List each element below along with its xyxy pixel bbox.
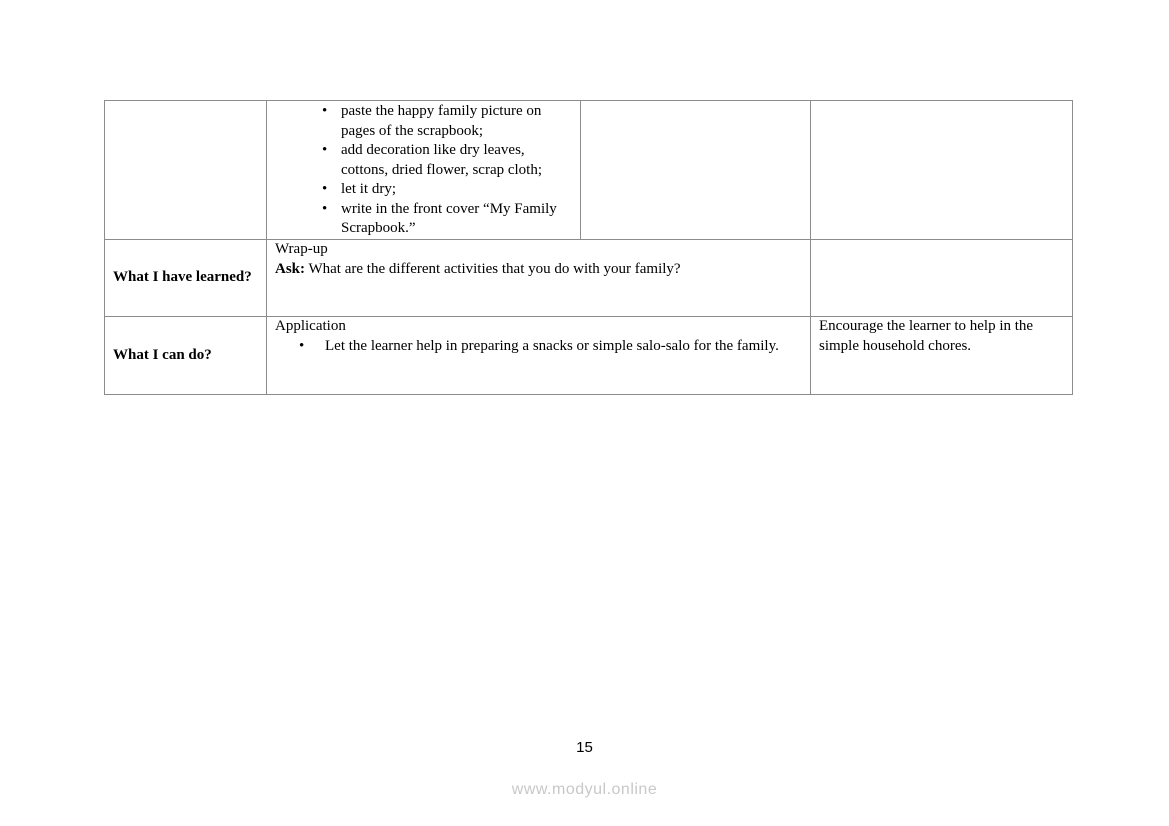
steps-list	[267, 102, 580, 239]
row-label-learned: What I have learned?	[105, 240, 267, 317]
table-row	[105, 317, 1073, 395]
list-item: • paste the happy family picture on pages of the scrapbook;	[341, 102, 570, 141]
application-list	[275, 337, 802, 357]
ask-label: Ask:	[275, 260, 306, 277]
list-item: • write in the front cover “My Family Scrapbook.”	[341, 200, 570, 239]
list-item: • let it dry;	[341, 180, 570, 200]
empty-label-cell	[105, 101, 267, 240]
empty-notes-cell	[811, 240, 1073, 317]
page-number: 15	[576, 739, 593, 756]
list-item: • add decoration like dry leaves, cottons, dried flower, scrap cloth;	[341, 141, 570, 180]
empty-cell	[581, 101, 811, 240]
lesson-table	[104, 100, 1073, 395]
application-heading: Application	[275, 318, 346, 334]
empty-notes-cell	[811, 101, 1073, 240]
row-label-can-do: What I can do?	[105, 317, 267, 395]
wrap-up-heading: Wrap-up	[275, 241, 328, 257]
table-row	[105, 101, 1073, 240]
application-cell	[267, 317, 811, 395]
wrap-up-cell	[267, 240, 811, 317]
watermark: www.modyul.online	[511, 781, 658, 798]
ask-text: What are the different activities that you do with your family?	[305, 260, 681, 277]
list-item: • Let the learner help in preparing a snacks or simple salo-salo for the family.	[325, 337, 782, 357]
notes-cell: Encourage the learner to help in the simple household chores.	[811, 317, 1073, 395]
ask-line	[275, 260, 802, 280]
table-row	[105, 240, 1073, 317]
steps-cell	[267, 101, 581, 240]
